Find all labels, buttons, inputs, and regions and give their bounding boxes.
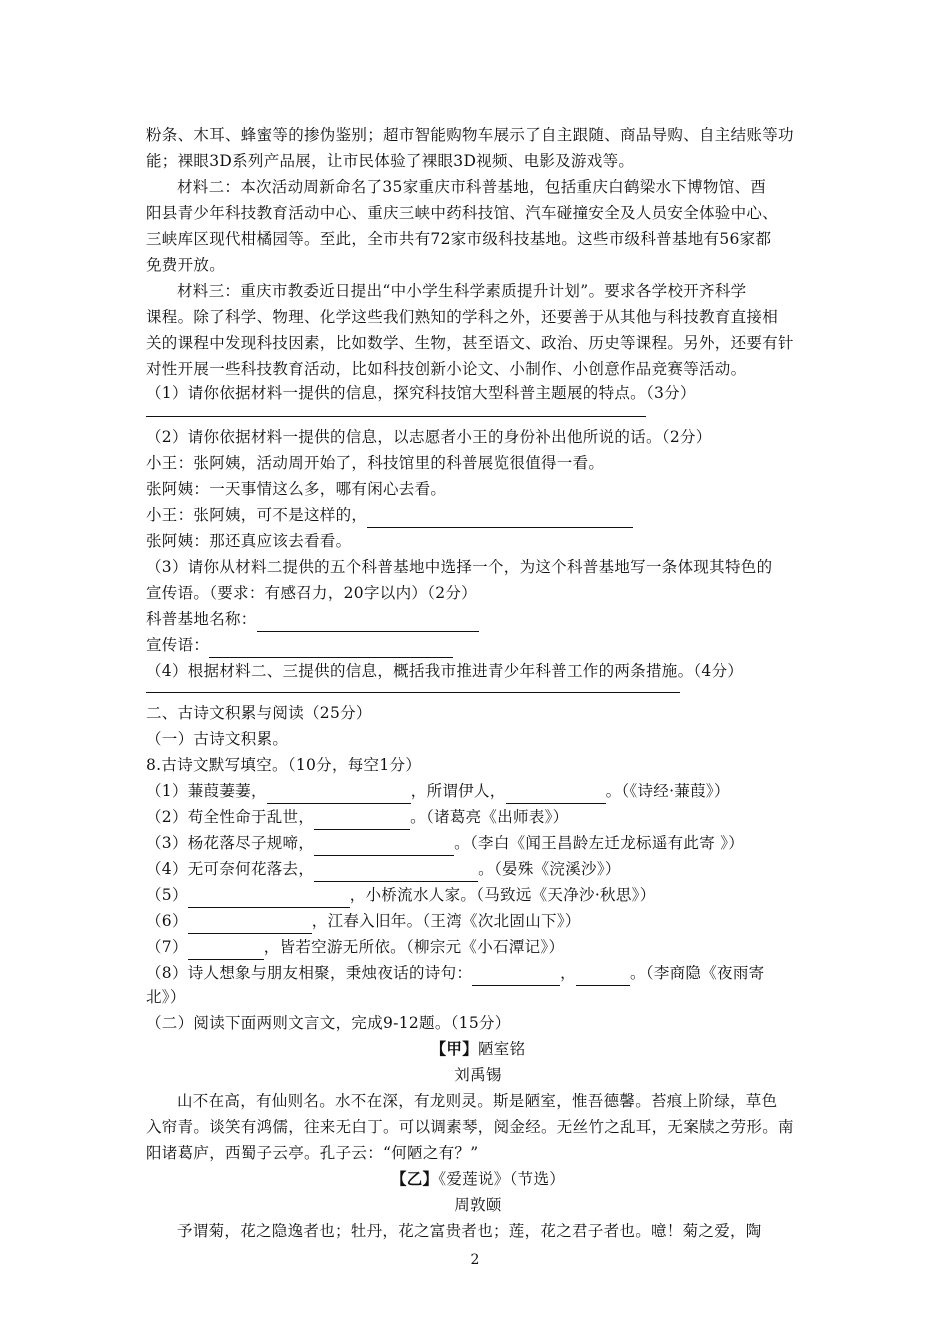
- poem-blank[interactable]: [188, 889, 350, 908]
- poem-blank[interactable]: [314, 837, 454, 856]
- subsection-heading: （一）古诗文积累。: [146, 730, 289, 748]
- poem-item-7: [146, 934, 810, 960]
- paragraph-line: 关的课程中发现科技因素，比如数学、生物，甚至语文、政治、历史等课程。另外，还要有针: [146, 334, 794, 352]
- classical-text-line: 入帘青。谈笑有鸿儒，往来无白丁。可以调素琴，阅金经。无丝竹之乱耳，无案牍之劳形。南: [146, 1118, 794, 1136]
- dialogue-line: [146, 502, 810, 528]
- poem-blank[interactable]: [314, 811, 410, 830]
- text-yi-name: 《爱莲说》（节选）: [438, 1170, 566, 1188]
- poem-item-6: [146, 908, 810, 934]
- slogan-row: [146, 632, 810, 658]
- answer-line-q4[interactable]: [146, 692, 680, 693]
- poem-source: 。（《诗经·蒹葭》）: [605, 782, 730, 800]
- question-3-cont: 宣传语。（要求：有感召力，20字以内）（2分）: [146, 584, 477, 602]
- question-3: （3）请你从材料二提供的五个科普基地中选择一个，为这个科普基地写一条体现其特色的: [146, 558, 773, 576]
- poem-text: （5）: [146, 886, 188, 904]
- dialogue-line: 张阿姨：那还真应该去看看。: [146, 532, 352, 550]
- text-yi-tag: 【乙】: [390, 1169, 439, 1188]
- page-number: 2: [470, 1252, 480, 1268]
- subsection-heading: （二）阅读下面两则文言文，完成9-12题。（15分）: [146, 1014, 511, 1032]
- poem-source: ，皆若空游无所依。（柳宗元《小石潭记》）: [263, 938, 565, 956]
- paragraph-line: 课程。除了科学、物理、化学这些我们熟知的学科之外，还要善于从其他与科技教育直接相: [146, 308, 779, 326]
- poem-text: ，: [560, 964, 576, 982]
- poem-blank[interactable]: [188, 915, 312, 934]
- text-jia-name: 陋室铭: [478, 1040, 526, 1058]
- paragraph-line: 能；裸眼3D系列产品展，让市民体验了裸眼3D视频、电影及游戏等。: [146, 152, 635, 170]
- poem-text: （1）蒹葭萋萋，: [146, 782, 267, 800]
- paragraph-line: 材料二：本次活动周新命名了35家重庆市科普基地，包括重庆白鹤梁水下博物馆、酉: [177, 178, 767, 196]
- question-2: （2）请你依据材料一提供的信息，以志愿者小王的身份补出他所说的话。（2分）: [146, 428, 712, 446]
- question-1: （1）请你依据材料一提供的信息，探究科技馆大型科普主题展的特点。（3分）: [146, 384, 696, 402]
- poem-text: ，所谓伊人，: [410, 782, 506, 800]
- base-name-blank[interactable]: [257, 613, 479, 632]
- poem-text: （6）: [146, 912, 188, 930]
- answer-line-q1[interactable]: [146, 416, 646, 417]
- text-yi-author: 周敦颐: [454, 1196, 502, 1214]
- poem-text: （4）无可奈何花落去，: [146, 860, 315, 878]
- poem-text: （8）诗人想象与朋友相聚，秉烛夜话的诗句：: [146, 964, 473, 982]
- paragraph-line: 材料三：重庆市教委近日提出“中小学生科学素质提升计划”。要求各学校开齐科学: [177, 282, 747, 300]
- poem-blank[interactable]: [188, 941, 264, 960]
- text-jia-author: 刘禹锡: [454, 1066, 502, 1084]
- poem-item-2: [146, 804, 810, 830]
- slogan-label: 宣传语：: [146, 636, 210, 654]
- classical-text-line: 山不在高，有仙则名。水不在深，有龙则灵。斯是陋室，惟吾德馨。苔痕上阶绿，草色: [177, 1092, 778, 1110]
- classical-text-line: 予谓菊，花之隐逸者也；牡丹，花之富贵者也；莲，花之君子者也。噫！菊之爱，陶: [177, 1222, 762, 1240]
- base-name-label: 科普基地名称：: [146, 610, 257, 628]
- dialogue-line: 张阿姨：一天事情这么多，哪有闲心去看。: [146, 480, 447, 498]
- text-jia-tag: 【甲】: [430, 1039, 478, 1058]
- answer-blank-q2[interactable]: [367, 509, 633, 528]
- text-jia-title: [146, 1036, 810, 1062]
- poem-text: （3）杨花落尽子规啼，: [146, 834, 315, 852]
- paragraph-line: 免费开放。: [146, 256, 226, 274]
- paragraph-line: 阳县青少年科技教育活动中心、重庆三峡中药科技馆、汽车碰撞安全及人员安全体验中心、: [146, 204, 779, 222]
- poem-source: 。（晏殊《浣溪沙》）: [478, 860, 621, 878]
- dialogue-line: 小王：张阿姨，活动周开始了，科技馆里的科普展览很值得一看。: [146, 454, 605, 472]
- poem-source: 。（诸葛亮《出师表》）: [410, 808, 569, 826]
- poem-source: ，小桥流水人家。（马致远《天净沙·秋思》）: [349, 886, 656, 904]
- poem-item-4: [146, 856, 810, 882]
- question-4: （4）根据材料二、三提供的信息，概括我市推进青少年科普工作的两条措施。（4分）: [146, 662, 744, 680]
- section-heading: 二、古诗文积累与阅读（25分）: [146, 704, 372, 722]
- question-8: 8.古诗文默写填空。（10分，每空1分）: [146, 756, 422, 774]
- poem-blank[interactable]: [267, 785, 411, 804]
- poem-source: ，江春入旧年。（王湾《次北固山下》）: [311, 912, 581, 930]
- poem-text: （7）: [146, 938, 188, 956]
- poem-item-8: [146, 960, 810, 986]
- poem-source: 。（李白《闻王昌龄左迁龙标遥有此寄 》）: [454, 834, 745, 852]
- paragraph-line: 粉条、木耳、蜂蜜等的掺伪鉴别；超市智能购物车展示了自主跟随、商品导购、自主结账等功: [146, 126, 794, 144]
- poem-item-3: [146, 830, 810, 856]
- classical-text-line: 阳诸葛庐，西蜀子云亭。孔子云：“何陋之有？”: [146, 1144, 479, 1162]
- poem-blank[interactable]: [506, 785, 606, 804]
- dialogue-text: 小王：张阿姨，可不是这样的，: [146, 506, 368, 524]
- poem-item-1: [146, 778, 810, 804]
- poem-text: （2）苟全性命于乱世，: [146, 808, 315, 826]
- paragraph-line: 对性开展一些科技教育活动，比如科技创新小论文、小制作、小创意作品竞赛等活动。: [146, 360, 747, 378]
- poem-blank[interactable]: [314, 863, 478, 882]
- poem-item-8-cont: 北》）: [146, 988, 186, 1006]
- poem-source: 。（李商隐《夜雨寄: [629, 964, 765, 982]
- slogan-blank[interactable]: [209, 639, 453, 658]
- base-name-row: [146, 606, 810, 632]
- poem-item-5: [146, 882, 810, 908]
- text-yi-title: [146, 1166, 810, 1192]
- paragraph-line: 三峡库区现代柑橘园等。至此，全市共有72家市级科技基地。这些市级科普基地有56家都: [146, 230, 772, 248]
